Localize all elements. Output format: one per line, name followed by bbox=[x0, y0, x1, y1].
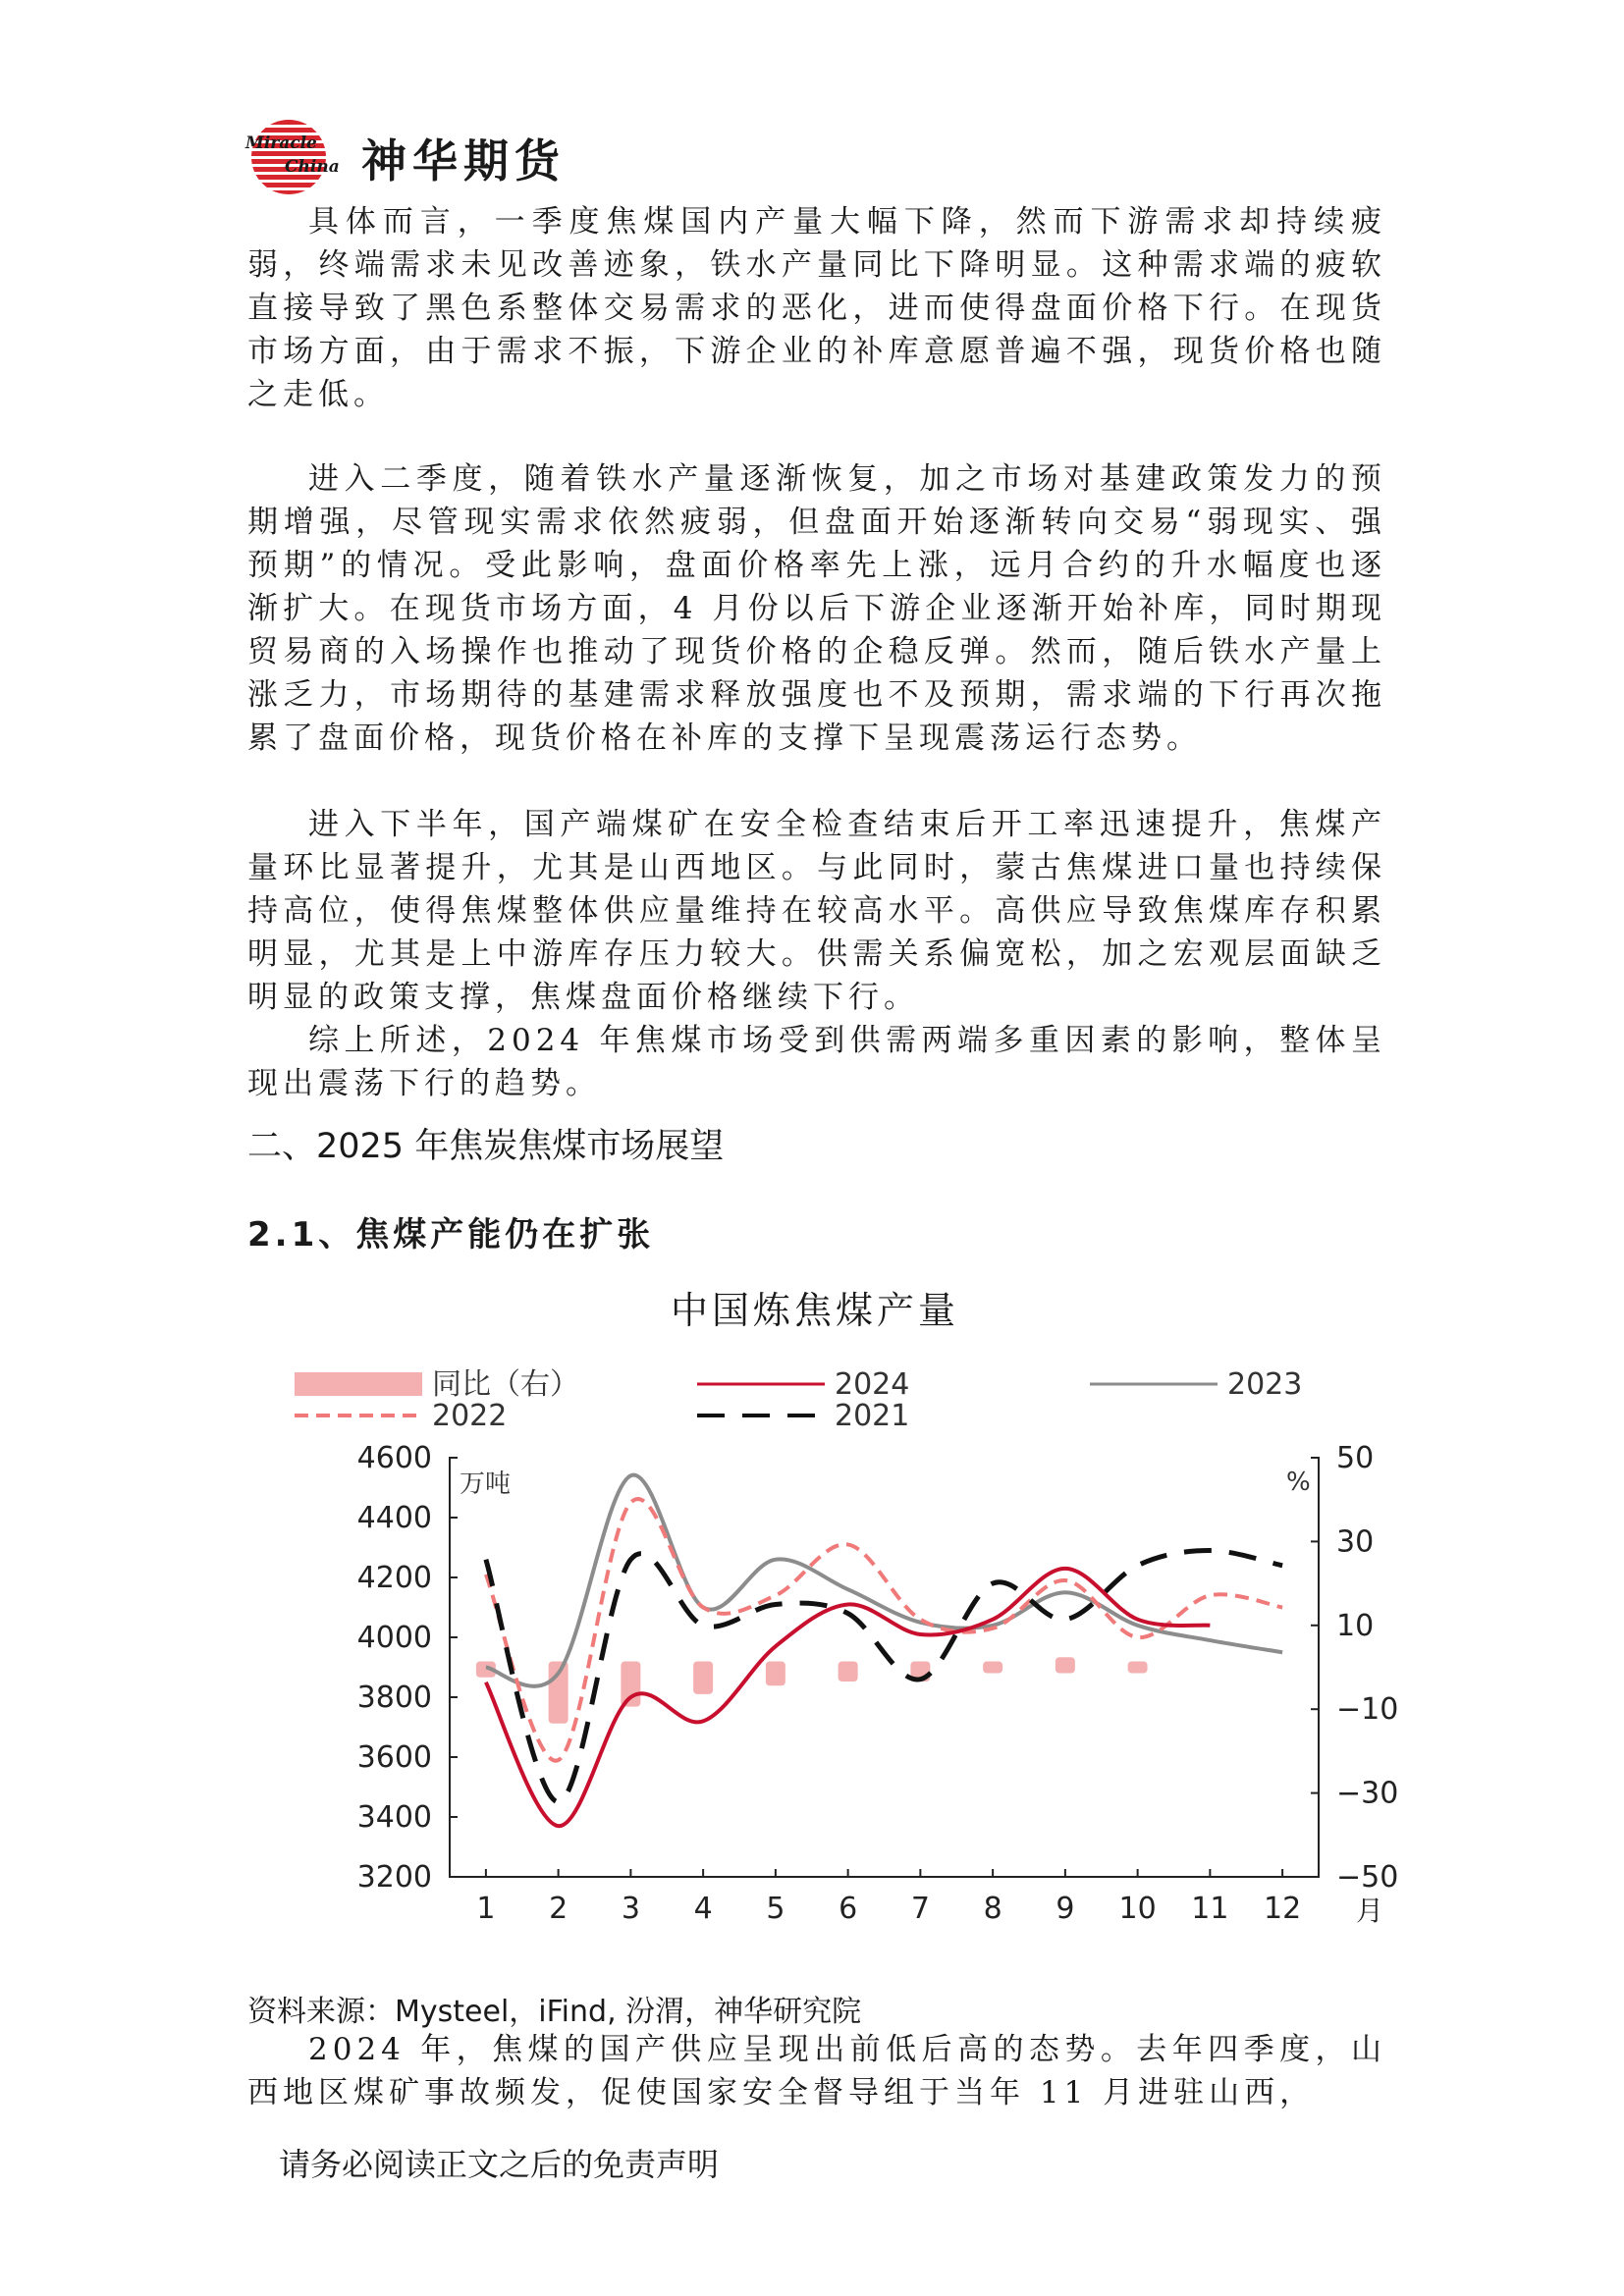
legend-label: 同比（右） bbox=[432, 1367, 579, 1402]
data-source: 资料来源：Mysteel，iFind, 汾渭，神华研究院 bbox=[247, 1995, 862, 2029]
yoy-bar bbox=[1056, 1657, 1075, 1673]
logo-english-line2: China bbox=[285, 157, 340, 177]
legend-label: 2021 bbox=[835, 1399, 910, 1433]
left-tick-label: 4000 bbox=[356, 1621, 432, 1655]
left-tick-label: 3400 bbox=[356, 1800, 432, 1835]
x-tick-label: 4 bbox=[693, 1892, 713, 1926]
left-tick-label: 4600 bbox=[356, 1441, 432, 1475]
logo-chinese-name: 神华期货 bbox=[361, 134, 566, 187]
left-tick-label: 3800 bbox=[356, 1681, 432, 1715]
yoy-bar bbox=[766, 1662, 785, 1686]
x-tick-label: 6 bbox=[839, 1892, 858, 1926]
yoy-bar bbox=[693, 1662, 713, 1694]
disclaimer-note: 请务必阅读正文之后的免责声明 bbox=[279, 2146, 720, 2183]
yoy-bar bbox=[1128, 1662, 1148, 1674]
left-tick-label: 4400 bbox=[356, 1501, 432, 1535]
paragraph-q1: 具体而言，一季度焦煤国内产量大幅下降，然而下游需求却持续疲弱，终端需求未见改善迹象，铁水产量同比下降明显。这种需求端的疲软直接导致了黑色系整体交易需求的恶化，进而使得盘面价格下行。在现货市场方面，由于需求不振，下游企业的补库意愿普遍不强，现货价格也随之走低。 bbox=[247, 204, 1386, 412]
x-tick-label: 12 bbox=[1264, 1892, 1302, 1926]
plot-frame bbox=[450, 1458, 1319, 1877]
coking-coal-output-chart bbox=[255, 1276, 1434, 1963]
paragraph-supply-2024: 2024 年，焦煤的国产供应呈现出前低后高的态势。去年四季度，山西地区煤矿事故频发，促使国家安全督导组于当年 11 月进驻山西， bbox=[247, 2032, 1386, 2110]
series-line-2021 bbox=[486, 1551, 1282, 1802]
left-tick-label: 3200 bbox=[356, 1860, 432, 1895]
x-tick-label: 3 bbox=[621, 1892, 640, 1926]
section-title: 二、2025 年焦炭焦煤市场展望 bbox=[247, 1127, 725, 1166]
right-tick-label: −10 bbox=[1336, 1692, 1399, 1728]
right-tick-label: 50 bbox=[1336, 1441, 1375, 1475]
yoy-bars bbox=[476, 1657, 1148, 1724]
paragraph-q2: 进入二季度，随着铁水产量逐渐恢复，加之市场对基建政策发力的预期增强，尽管现实需求依然疲弱，但盘面开始逐渐转向交易“弱现实、强预期”的情况。受此影响，盘面价格率先上涨，远月合约的升水幅度也逐渐扩大。在现货市场方面，4 月份以后下游企业逐渐开始补库，同时期现贸易商的入场操作也推动了现货价格的企稳反弹。然而，随后铁水产量上涨乏力，市场期待的基建需求释放强度也不及预期，需求端的下行再次拖累了盘面价格，现货价格在补库的支撑下呈现震荡运行态势。 bbox=[247, 461, 1386, 756]
legend-label: 2022 bbox=[432, 1399, 508, 1433]
chart-title: 中国炼焦煤产量 bbox=[670, 1289, 960, 1332]
x-tick-label: 11 bbox=[1191, 1892, 1229, 1926]
yoy-bar bbox=[839, 1662, 858, 1682]
x-tick-label: 9 bbox=[1056, 1892, 1075, 1926]
x-tick-label: 10 bbox=[1118, 1892, 1157, 1926]
yoy-bar bbox=[983, 1662, 1002, 1674]
x-tick-label: 7 bbox=[910, 1892, 930, 1926]
x-tick-label: 8 bbox=[983, 1892, 1002, 1926]
company-logo bbox=[245, 116, 599, 194]
chart-legend bbox=[295, 1367, 1302, 1433]
left-unit-label: 万吨 bbox=[460, 1469, 512, 1499]
right-tick-label: −50 bbox=[1336, 1860, 1399, 1895]
paragraph-summary: 综上所述，2024 年焦煤市场受到供需两端多重因素的影响，整体呈现出震荡下行的趋势。 bbox=[247, 1023, 1386, 1101]
x-tick-label: 1 bbox=[476, 1892, 496, 1926]
yoy-bar bbox=[621, 1662, 640, 1707]
paragraph-h2: 进入下半年，国产端煤矿在安全检查结束后开工率迅速提升，焦煤产量环比显著提升，尤其是山西地区。与此同时，蒙古焦煤进口量也持续保持高位，使得焦煤整体供应量维持在较高水平。高供应导致焦煤库存积累明显，尤其是上中游库存压力较大。供需关系偏宽松，加之宏观层面缺乏明显的政策支撑，焦煤盘面价格继续下行。 bbox=[247, 807, 1386, 1015]
x-tick-label: 2 bbox=[549, 1892, 568, 1926]
legend-swatch-bar bbox=[295, 1372, 422, 1396]
left-tick-label: 3600 bbox=[356, 1740, 432, 1775]
right-tick-label: −30 bbox=[1336, 1776, 1399, 1811]
right-unit-label: % bbox=[1286, 1468, 1311, 1497]
series-line-2022 bbox=[486, 1499, 1282, 1761]
right-tick-label: 30 bbox=[1336, 1524, 1375, 1560]
series-lines bbox=[486, 1475, 1282, 1827]
legend-label: 2024 bbox=[835, 1367, 910, 1402]
right-tick-label: 10 bbox=[1336, 1608, 1375, 1643]
x-tick-label: 5 bbox=[766, 1892, 785, 1926]
x-axis-unit: 月 bbox=[1356, 1895, 1384, 1927]
logo-english-line1: Miracle bbox=[245, 133, 317, 153]
chart-axes bbox=[357, 1441, 1399, 1927]
left-tick-label: 4200 bbox=[356, 1561, 432, 1595]
subsection-title: 2.1、焦煤产能仍在扩张 bbox=[247, 1215, 655, 1255]
legend-label: 2023 bbox=[1227, 1367, 1303, 1402]
